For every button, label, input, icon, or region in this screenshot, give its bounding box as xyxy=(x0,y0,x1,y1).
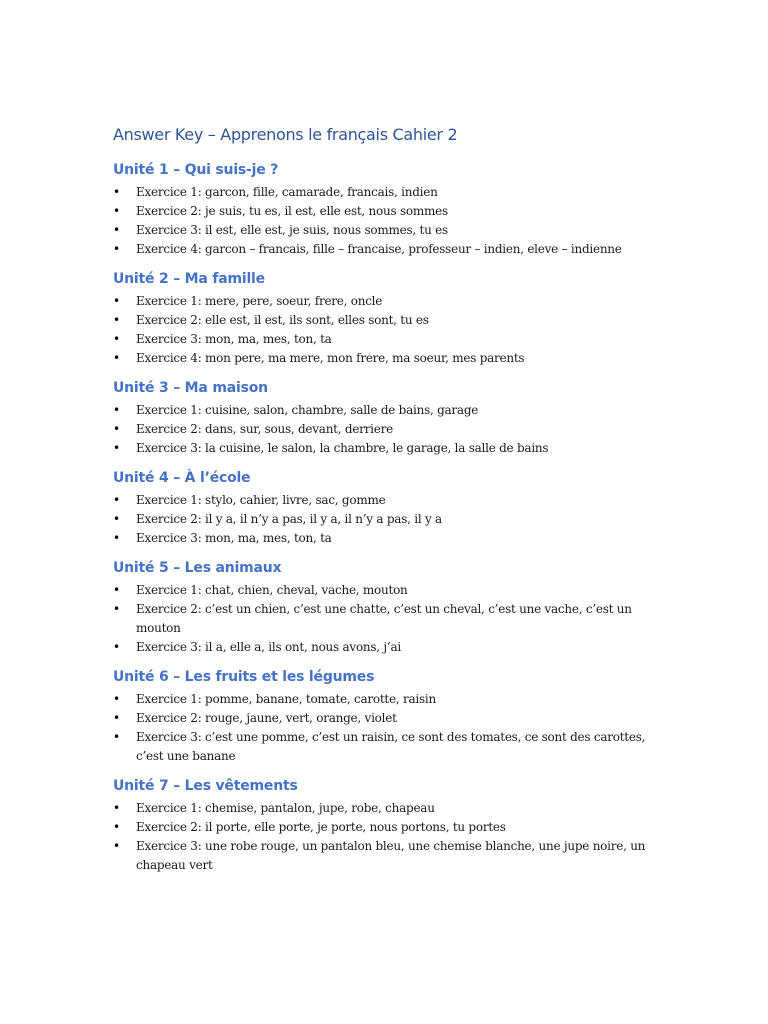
bullet-icon: • xyxy=(113,493,120,507)
bullet-icon: • xyxy=(113,313,120,327)
bullet-icon: • xyxy=(113,441,120,455)
exercise-answer-text: Exercice 2: je suis, tu es, il est, elle est, nous sommes xyxy=(136,204,448,218)
exercise-list xyxy=(113,183,653,259)
bullet-icon: • xyxy=(113,204,120,218)
exercise-answer-text: Exercice 2: elle est, il est, ils sont, elles sont, tu es xyxy=(136,313,429,327)
bullet-icon: • xyxy=(113,839,120,853)
exercise-list xyxy=(113,581,653,657)
bullet-icon: • xyxy=(113,223,120,237)
exercise-list xyxy=(113,799,653,875)
unit-section xyxy=(113,558,653,657)
unit-section xyxy=(113,160,653,259)
list-item xyxy=(113,292,653,311)
bullet-icon: • xyxy=(113,730,120,744)
unit-section xyxy=(113,667,653,766)
bullet-icon: • xyxy=(113,692,120,706)
exercise-list xyxy=(113,491,653,548)
bullet-icon: • xyxy=(113,711,120,725)
exercise-answer-text: Exercice 3: il est, elle est, je suis, nous sommes, tu es xyxy=(136,223,448,237)
list-item xyxy=(113,491,653,510)
bullet-icon: • xyxy=(113,801,120,815)
list-item xyxy=(113,202,653,221)
exercise-answer-text: Exercice 2: c’est un chien, c’est une chatte, c’est un cheval, c’est une vache, c’est un mouton xyxy=(136,602,632,635)
list-item xyxy=(113,183,653,202)
exercise-list xyxy=(113,690,653,766)
bullet-icon: • xyxy=(113,583,120,597)
unit-heading: Unité 5 – Les animaux xyxy=(113,560,282,576)
exercise-answer-text: Exercice 4: garcon – francais, fille – francaise, professeur – indien, eleve – indienne xyxy=(136,242,622,256)
list-item xyxy=(113,837,653,875)
exercise-answer-text: Exercice 1: mere, pere, soeur, frere, oncle xyxy=(136,294,383,308)
exercise-list xyxy=(113,401,653,458)
exercise-list xyxy=(113,292,653,368)
bullet-icon: • xyxy=(113,185,120,199)
bullet-icon: • xyxy=(113,422,120,436)
exercise-answer-text: Exercice 1: cuisine, salon, chambre, salle de bains, garage xyxy=(136,403,479,417)
unit-section xyxy=(113,378,653,458)
bullet-icon: • xyxy=(113,820,120,834)
unit-heading: Unité 3 – Ma maison xyxy=(113,380,268,396)
units-container xyxy=(113,160,653,875)
exercise-answer-text: Exercice 2: dans, sur, sous, devant, derriere xyxy=(136,422,393,436)
exercise-answer-text: Exercice 1: pomme, banane, tomate, carotte, raisin xyxy=(136,692,436,706)
unit-heading: Unité 2 – Ma famille xyxy=(113,271,265,287)
list-item xyxy=(113,420,653,439)
list-item xyxy=(113,728,653,766)
exercise-answer-text: Exercice 3: la cuisine, le salon, la chambre, le garage, la salle de bains xyxy=(136,441,549,455)
list-item xyxy=(113,240,653,259)
exercise-answer-text: Exercice 2: il porte, elle porte, je porte, nous portons, tu portes xyxy=(136,820,506,834)
document-content xyxy=(113,124,653,885)
exercise-answer-text: Exercice 2: il y a, il n’y a pas, il y a, il n’y a pas, il y a xyxy=(136,512,442,526)
exercise-answer-text: Exercice 4: mon pere, ma mere, mon frere, ma soeur, mes parents xyxy=(136,351,525,365)
bullet-icon: • xyxy=(113,602,120,616)
unit-section xyxy=(113,468,653,548)
unit-section xyxy=(113,269,653,368)
list-item xyxy=(113,401,653,420)
exercise-answer-text: Exercice 1: stylo, cahier, livre, sac, gomme xyxy=(136,493,386,507)
bullet-icon: • xyxy=(113,332,120,346)
list-item xyxy=(113,638,653,657)
exercise-answer-text: Exercice 3: il a, elle a, ils ont, nous avons, j’ai xyxy=(136,640,401,654)
bullet-icon: • xyxy=(113,294,120,308)
exercise-answer-text: Exercice 3: c’est une pomme, c’est un raisin, ce sont des tomates, ce sont des carottes, c’est une banane xyxy=(136,730,646,763)
exercise-answer-text: Exercice 1: garcon, fille, camarade, francais, indien xyxy=(136,185,438,199)
bullet-icon: • xyxy=(113,531,120,545)
list-item xyxy=(113,439,653,458)
list-item xyxy=(113,311,653,330)
bullet-icon: • xyxy=(113,351,120,365)
exercise-answer-text: Exercice 1: chat, chien, cheval, vache, mouton xyxy=(136,583,408,597)
bullet-icon: • xyxy=(113,640,120,654)
unit-heading: Unité 1 – Qui suis-je ? xyxy=(113,162,279,178)
exercise-answer-text: Exercice 1: chemise, pantalon, jupe, robe, chapeau xyxy=(136,801,435,815)
list-item xyxy=(113,600,653,638)
list-item xyxy=(113,330,653,349)
list-item xyxy=(113,529,653,548)
bullet-icon: • xyxy=(113,512,120,526)
bullet-icon: • xyxy=(113,242,120,256)
list-item xyxy=(113,709,653,728)
exercise-answer-text: Exercice 3: une robe rouge, un pantalon bleu, une chemise blanche, une jupe noire, un chapeau vert xyxy=(136,839,646,872)
exercise-answer-text: Exercice 3: mon, ma, mes, ton, ta xyxy=(136,531,332,545)
list-item xyxy=(113,818,653,837)
unit-heading: Unité 6 – Les fruits et les légumes xyxy=(113,669,375,685)
bullet-icon: • xyxy=(113,403,120,417)
list-item xyxy=(113,221,653,240)
unit-heading: Unité 7 – Les vêtements xyxy=(113,778,298,794)
list-item xyxy=(113,581,653,600)
list-item xyxy=(113,349,653,368)
document-title: Answer Key – Apprenons le français Cahier 2 xyxy=(113,125,458,144)
unit-heading: Unité 4 – À l’école xyxy=(113,470,251,486)
unit-section xyxy=(113,776,653,875)
list-item xyxy=(113,690,653,709)
list-item xyxy=(113,799,653,818)
exercise-answer-text: Exercice 3: mon, ma, mes, ton, ta xyxy=(136,332,332,346)
list-item xyxy=(113,510,653,529)
exercise-answer-text: Exercice 2: rouge, jaune, vert, orange, violet xyxy=(136,711,397,725)
